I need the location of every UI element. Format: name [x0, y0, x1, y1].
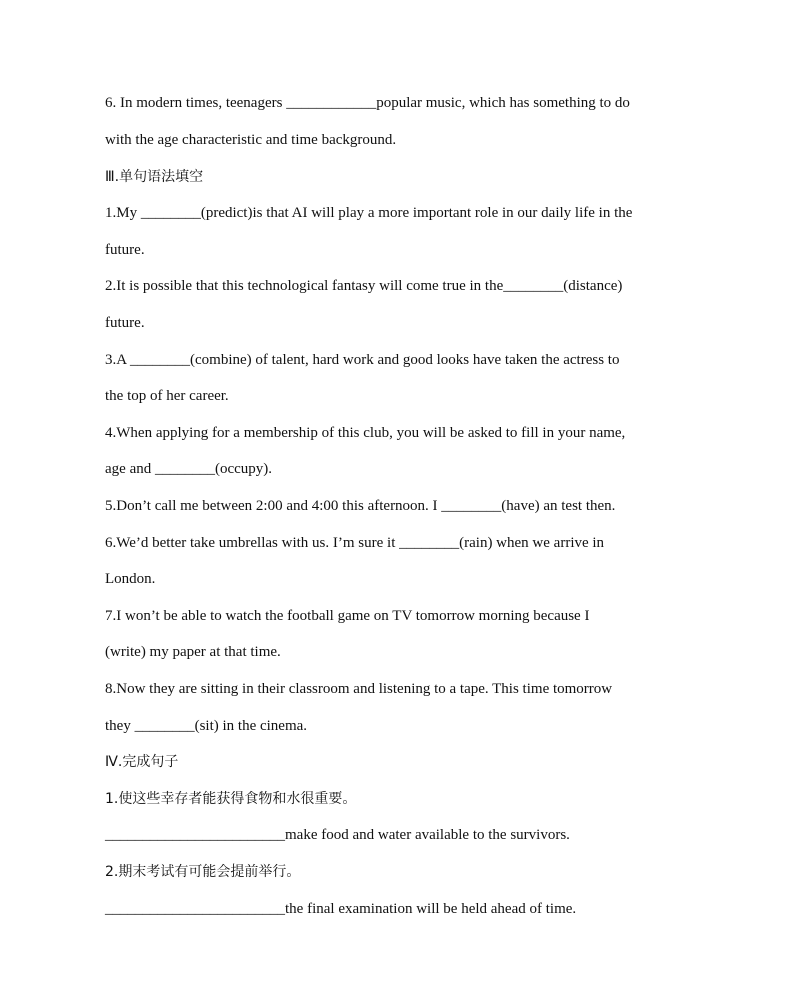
- grammar-q1-line-1: 1.My ________(predict)is that AI will play a more important role in our daily life in the: [105, 205, 633, 221]
- completion-q2-prompt: 2.期末考试有可能会提前举行。: [105, 864, 301, 880]
- completion-q1-answer-line: ________________________make food and water available to the survivors.: [105, 827, 570, 843]
- grammar-q8-line-2: they ________(sit) in the cinema.: [105, 718, 308, 734]
- grammar-q2-line-1: 2.It is possible that this technological fantasy will come true in the________(distance): [105, 278, 623, 294]
- section-4-heading: Ⅳ.完成句子: [105, 754, 179, 770]
- completion-q2-answer-line: ________________________the final examination will be held ahead of time.: [105, 901, 577, 917]
- grammar-q5-line-1: 5.Don’t call me between 2:00 and 4:00 this afternoon. I ________(have) an test then.: [105, 498, 616, 514]
- grammar-q8-line-1: 8.Now they are sitting in their classroom and listening to a tape. This time tomorrow: [105, 681, 613, 697]
- grammar-q4-line-2: age and ________(occupy).: [105, 461, 273, 477]
- grammar-q3-line-1: 3.A ________(combine) of talent, hard work and good looks have taken the actress to: [105, 352, 620, 368]
- grammar-q4-line-1: 4.When applying for a membership of this club, you will be asked to fill in your name,: [105, 425, 626, 441]
- grammar-q6-line-1: 6.We’d better take umbrellas with us. I’m sure it ________(rain) when we arrive in: [105, 535, 605, 551]
- grammar-q7-line-2: (write) my paper at that time.: [105, 644, 281, 660]
- question-6-line-1: 6. In modern times, teenagers ____________popular music, which has something to do: [105, 95, 630, 111]
- grammar-q3-line-2: the top of her career.: [105, 388, 229, 404]
- question-6-line-2: with the age characteristic and time background.: [105, 132, 397, 148]
- completion-q1-prompt: 1.使这些幸存者能获得食物和水很重要。: [105, 791, 357, 807]
- grammar-q7-line-1: 7.I won’t be able to watch the football game on TV tomorrow morning because I: [105, 608, 590, 624]
- section-3-heading: Ⅲ.单句语法填空: [105, 169, 204, 185]
- grammar-q2-line-2: future.: [105, 315, 145, 331]
- grammar-q1-line-2: future.: [105, 242, 145, 258]
- grammar-q6-line-2: London.: [105, 571, 156, 587]
